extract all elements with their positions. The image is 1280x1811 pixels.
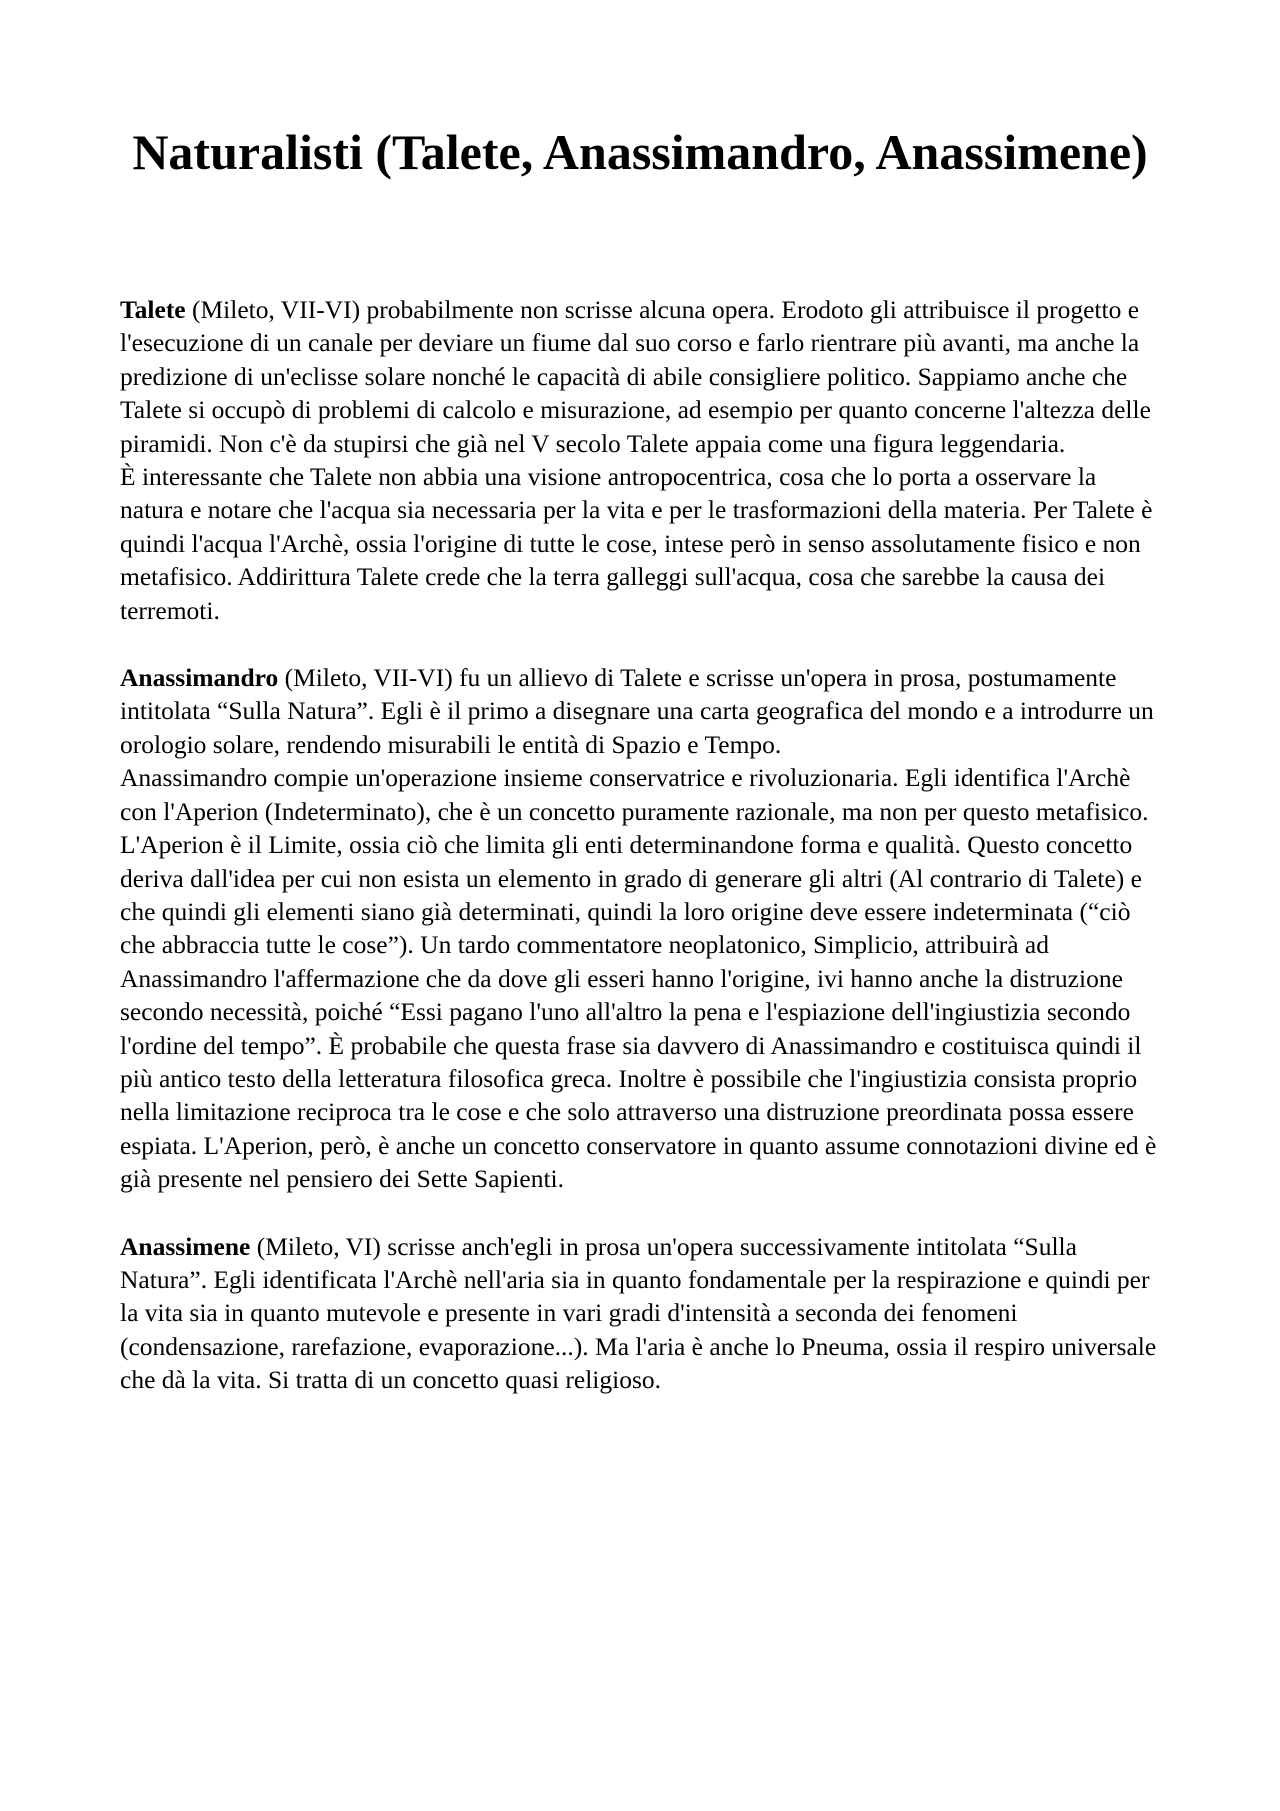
- section-anassimandro: [120, 661, 1165, 1196]
- paragraph-text: (Mileto, VII-VI) probabilmente non scrisse alcuna opera. Erodoto gli attribuisce il progetto e l'esecuzione di un canale per deviare un fiume dal suo corso e farlo rientrare più avanti, ma anche la predizione di un'eclisse solare nonché le capacità di abile consigliere politico. Sappiamo anche che Talete si occupò di problemi di calcolo e misurazione, ad esempio per quanto concerne l'altezza delle piramidi. Non c'è da stupirsi che già nel V secolo Talete appaia come una figura leggendaria.: [120, 295, 1151, 458]
- philosopher-name-anassimene: Anassimene: [120, 1231, 251, 1261]
- paragraph-talete-intro: [120, 293, 1165, 460]
- section-talete: [120, 293, 1165, 627]
- paragraph-text: (Mileto, VI) scrisse anch'egli in prosa un'opera successivamente intitolata “Sulla Natura”. Egli identificata l'Archè nell'aria sia in quanto fondamentale per la respirazione e quindi per la vita sia in quanto mutevole e presente in vari gradi d'intensità a seconda dei fenomeni (condensazione, rarefazione, evaporazione...). Ma l'aria è anche lo Pneuma, ossia il respiro universale che dà la vita. Si tratta di un concetto quasi religioso.: [120, 1231, 1157, 1395]
- paragraph-anassimandro-continuation: Anassimandro compie un'operazione insieme conservatrice e rivoluzionaria. Egli identifica l'Archè con l'Aperion (Indeterminato), che è un concetto puramente razionale, ma non per questo metafisico. L'Aperion è il Limite, ossia ciò che limita gli enti determinandone forma e qualità. Questo concetto deriva dall'idea per cui non esista un elemento in grado di generare gli altri (Al contrario di Talete) e che quindi gli elementi siano già determinati, quindi la loro origine deve essere indeterminata (“ciò che abbraccia tutte le cose”). Un tardo commentatore neoplatonico, Simplicio, attribuirà ad Anassimandro l'affermazione che da dove gli esseri hanno l'origine, ivi hanno anche la distruzione secondo necessità, poiché “Essi pagano l'uno all'altro la pena e l'espiazione dell'ingiustizia secondo l'ordine del tempo”. È probabile che questa frase sia davvero di Anassimandro e costituisca quindi il più antico testo della letteratura filosofica greca. Inoltre è possibile che l'ingiustizia consista proprio nella limitazione reciproca tra le cose e che solo attraverso una distruzione preordinata possa essere espiata. L'Aperion, però, è anche un concetto conservatore in quanto assume connotazioni divine ed è già presente nel pensiero dei Sette Sapienti.: [120, 763, 1157, 1194]
- philosopher-name-anassimandro: Anassimandro: [120, 663, 279, 693]
- philosopher-name-talete: Talete: [120, 295, 186, 324]
- document-body: [120, 293, 1165, 1431]
- paragraph-talete-continuation: È interessante che Talete non abbia una visione antropocentrica, cosa che lo porta a osservare la natura e notare che l'acqua sia necessaria per la vita e per le trasformazioni della materia. Per Talete è quindi l'acqua l'Archè, ossia l'origine di tutte le cose, intese però in senso assolutamente fisico e non metafisico. Addirittura Talete crede che la terra galleggi sull'acqua, cosa che sarebbe la causa dei terremoti.: [120, 462, 1153, 625]
- paragraph-anassimandro-intro: [120, 661, 1165, 761]
- section-anassimene: [120, 1230, 1165, 1397]
- page-title: Naturalisti (Talete, Anassimandro, Anassimene): [132, 124, 1148, 180]
- paragraph-text: (Mileto, VII-VI) fu un allievo di Talete e scrisse un'opera in prosa, postumamente intitolata “Sulla Natura”. Egli è il primo a disegnare una carta geografica del mondo e a introdurre un orologio solare, rendendo misurabili le entità di Spazio e Tempo.: [120, 663, 1154, 759]
- paragraph-anassimene-intro: [120, 1230, 1165, 1397]
